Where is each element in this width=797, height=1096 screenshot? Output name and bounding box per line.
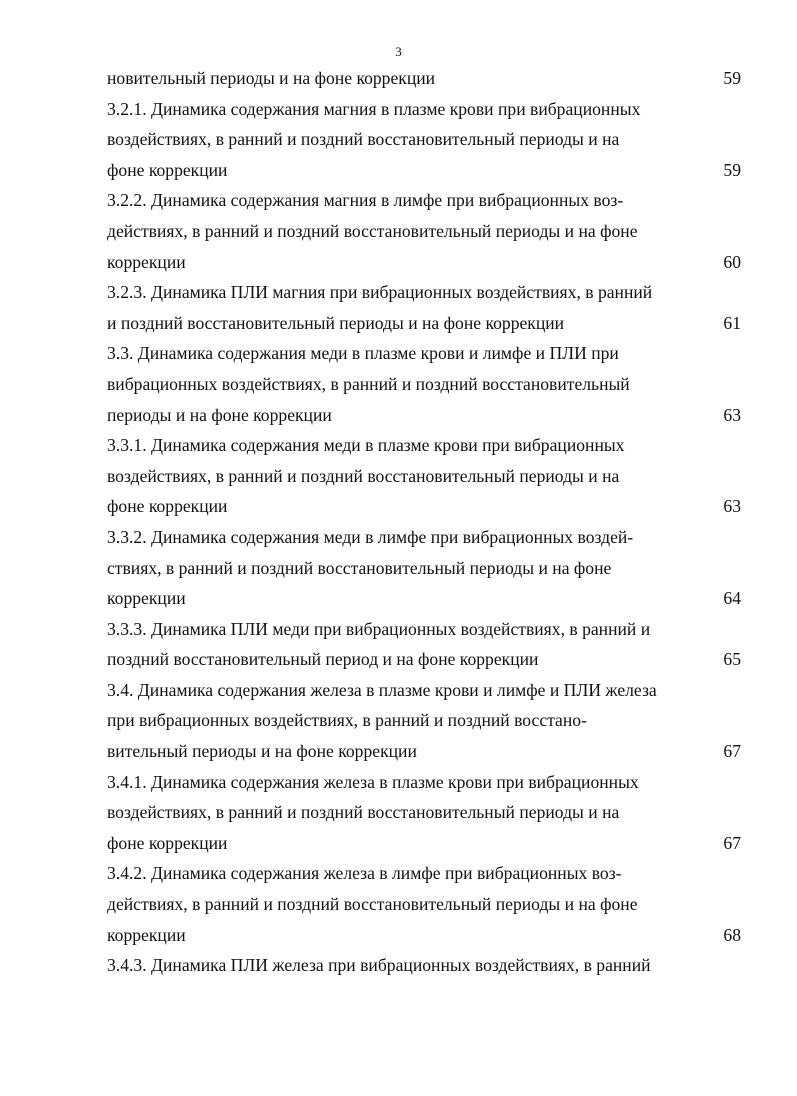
toc-line-text: 3.3.2. Динамика содержания меди в лимфе при вибрационных воздей- xyxy=(107,526,634,547)
toc-line-text: 3.3.1. Динамика содержания меди в плазме крови при вибрационных xyxy=(107,435,625,456)
toc-line xyxy=(0,675,797,706)
toc-line xyxy=(0,797,797,828)
toc-line-text: 3.4. Динамика содержания железа в плазме крови и лимфе и ПЛИ железа xyxy=(107,679,657,700)
toc-page-number: 65 xyxy=(723,649,741,670)
toc-line-text: периоды и на фоне коррекции xyxy=(107,404,332,425)
toc-page-number: 64 xyxy=(723,588,741,609)
toc-line-text: коррекции xyxy=(107,924,186,945)
toc-line-text: при вибрационных воздействиях, в ранний и поздний восстано- xyxy=(107,710,587,731)
toc-line-text: 3.4.2. Динамика содержания железа в лимфе при вибрационных воз- xyxy=(107,863,622,884)
toc-line xyxy=(0,216,797,247)
toc-page-number: 63 xyxy=(723,404,741,425)
toc-line xyxy=(0,522,797,553)
toc-line xyxy=(0,400,797,431)
toc-line xyxy=(0,644,797,675)
toc-line-text: новительный периоды и на фоне коррекции xyxy=(107,68,436,88)
toc-line xyxy=(0,705,797,736)
toc-line xyxy=(0,767,797,798)
toc-page-number: 67 xyxy=(723,741,741,762)
toc-line-text: поздний восстановительный период и на фоне коррекции xyxy=(107,649,539,670)
toc-line-text: воздействиях, в ранний и поздний восстановительный периоды и на xyxy=(107,465,620,486)
toc-line-text: вительный периоды и на фоне коррекции xyxy=(107,741,417,762)
page-number: 3 xyxy=(395,44,402,59)
toc-line xyxy=(0,491,797,522)
toc-line xyxy=(0,920,797,951)
toc-line-text: воздействиях, в ранний и поздний восстановительный периоды и на xyxy=(107,802,620,823)
toc-page-number: 60 xyxy=(723,251,741,272)
toc-line-text: коррекции xyxy=(107,251,186,272)
toc-line-text: вибрационных воздействиях, в ранний и поздний восстановительный xyxy=(107,373,630,394)
toc-line xyxy=(0,583,797,614)
toc-line-text: и поздний восстановительный периоды и на фоне коррекции xyxy=(107,312,565,333)
toc-page-number: 67 xyxy=(723,832,741,853)
toc-line-text: 3.2.2. Динамика содержания магния в лимфе при вибрационных воз- xyxy=(107,190,624,211)
toc-line-text: ствиях, в ранний и поздний восстановительный периоды и на фоне xyxy=(107,557,612,578)
toc-line xyxy=(0,338,797,369)
toc-line-text: коррекции xyxy=(107,588,186,609)
toc-line-text: 3.2.1. Динамика содержания магния в плазме крови при вибрационных xyxy=(107,98,641,119)
toc-line xyxy=(0,94,797,125)
toc-line xyxy=(0,553,797,584)
toc-page-number: 59 xyxy=(723,159,741,180)
toc-page-number: 59 xyxy=(723,68,741,88)
toc-page-number: 61 xyxy=(723,312,741,333)
toc-page-number: 68 xyxy=(723,924,741,945)
toc-line-text: фоне коррекции xyxy=(107,159,228,180)
toc-line xyxy=(0,155,797,186)
toc-line xyxy=(0,614,797,645)
toc-line xyxy=(0,858,797,889)
toc-line-text: 3.4.1. Динамика содержания железа в плазме крови при вибрационных xyxy=(107,771,639,792)
table-of-contents xyxy=(0,63,797,981)
toc-line xyxy=(0,124,797,155)
toc-line-text: действиях, в ранний и поздний восстановительный периоды и на фоне xyxy=(107,894,638,915)
toc-line xyxy=(0,63,797,94)
toc-line xyxy=(0,828,797,859)
toc-line-text: 3.2.3. Динамика ПЛИ магния при вибрационных воздействиях, в ранний xyxy=(107,282,653,303)
toc-line xyxy=(0,247,797,278)
toc-line xyxy=(0,736,797,767)
toc-line-text: фоне коррекции xyxy=(107,832,228,853)
toc-page-number: 63 xyxy=(723,496,741,517)
toc-line xyxy=(0,369,797,400)
toc-line xyxy=(0,950,797,981)
toc-line xyxy=(0,308,797,339)
toc-line-text: воздействиях, в ранний и поздний восстановительный периоды и на xyxy=(107,129,620,150)
toc-line-text: действиях, в ранний и поздний восстановительный периоды и на фоне xyxy=(107,220,638,241)
toc-line xyxy=(0,461,797,492)
toc-line-text: 3.3. Динамика содержания меди в плазме крови и лимфе и ПЛИ при xyxy=(107,343,619,364)
toc-line-text: 3.3.3. Динамика ПЛИ меди при вибрационных воздействиях, в ранний и xyxy=(107,618,651,639)
toc-line xyxy=(0,185,797,216)
toc-line xyxy=(0,277,797,308)
toc-line xyxy=(0,430,797,461)
toc-line-text: фоне коррекции xyxy=(107,496,228,517)
toc-line-text: 3.4.3. Динамика ПЛИ железа при вибрационных воздействиях, в ранний xyxy=(107,955,651,976)
toc-line xyxy=(0,889,797,920)
